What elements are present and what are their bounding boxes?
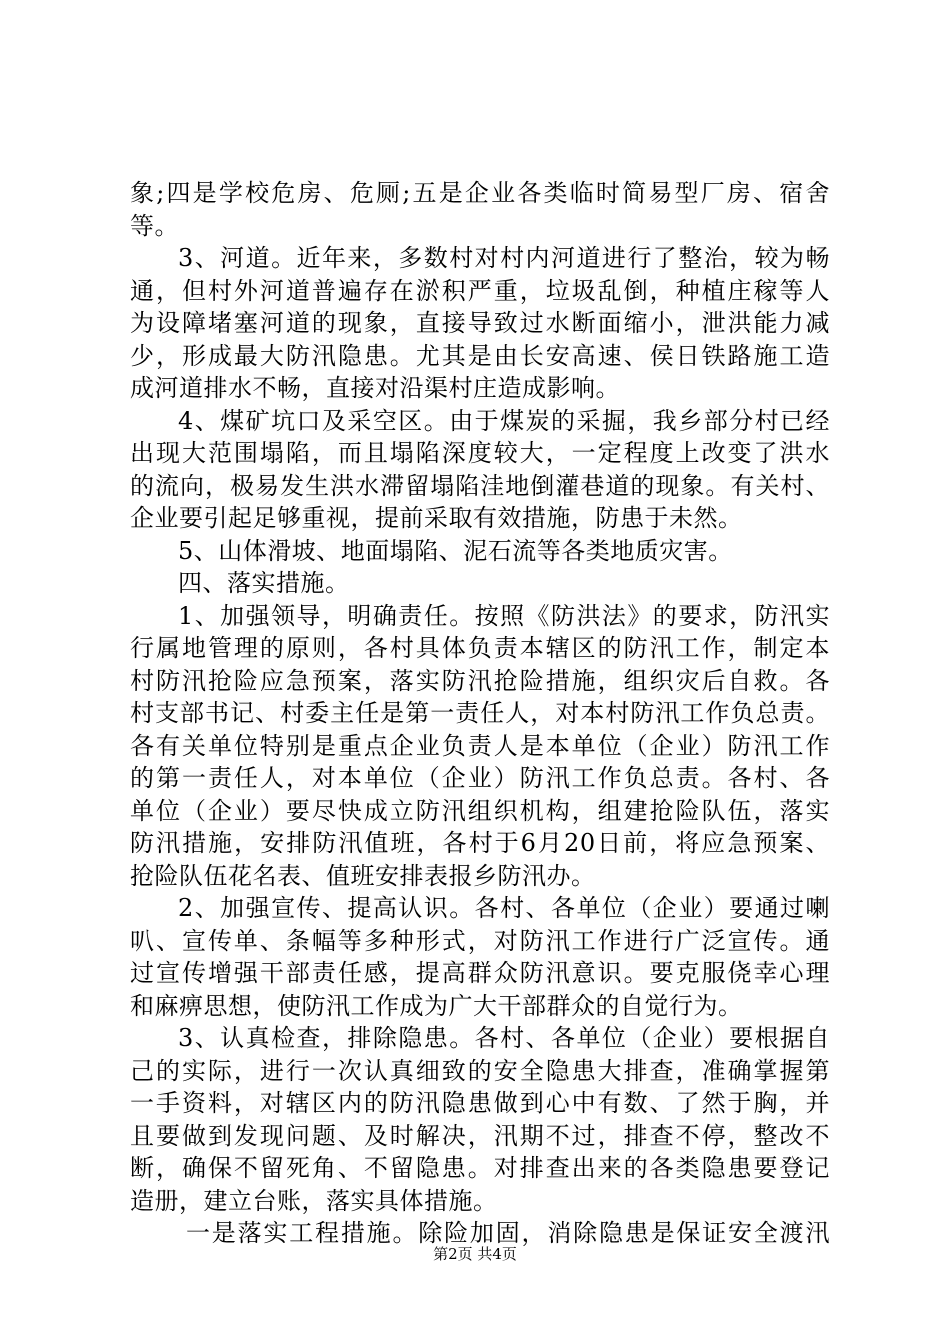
- text-line: 的第一责任人，对本单位（企业）防汛工作负总责。各村、各: [130, 764, 830, 792]
- paragraph-start-line: 3、河道。近年来，多数村对村内河道进行了整治，较为畅: [178, 244, 830, 272]
- text-line: 行属地管理的原则，各村具体负责本辖区的防汛工作，制定本: [130, 634, 830, 662]
- text-line: 防汛措施，安排防汛值班，各村于6月20日前，将应急预案、: [130, 829, 830, 857]
- text-line: 叭、宣传单、条幅等多种形式，对防汛工作进行广泛宣传。通: [130, 926, 830, 955]
- paragraph-start-line: 5、山体滑坡、地面塌陷、泥石流等各类地质灾害。: [178, 536, 733, 565]
- text-line: 造册，建立台账，落实具体措施。: [130, 1186, 498, 1215]
- text-line: 出现大范围塌陷，而且塌陷深度较大，一定程度上改变了洪水: [130, 439, 830, 467]
- paragraph-start-line: 3、认真检查，排除隐患。各村、各单位（企业）要根据自: [178, 1024, 830, 1052]
- text-line: 各有关单位特别是重点企业负责人是本单位（企业）防汛工作: [130, 731, 830, 760]
- text-line: 少，形成最大防汛隐患。尤其是由长安高速、侯日铁路施工造: [130, 341, 830, 370]
- page-footer: 第2页 共4页: [433, 1245, 517, 1263]
- document-body: [130, 177, 830, 1250]
- text-line: 且要做到发现问题、及时解决，汛期不过，排查不停，整改不: [130, 1121, 830, 1150]
- text-line: 企业要引起足够重视，提前采取有效措施，防患于未然。: [130, 504, 743, 532]
- text-line: 村防汛抢险应急预案，落实防汛抢险措施，组织灾后自救。各: [130, 666, 830, 695]
- text-line: 等。: [130, 211, 179, 240]
- text-line: 成河道排水不畅，直接对沿渠村庄造成影响。: [130, 374, 620, 402]
- paragraph-start-line: 4、煤矿坑口及采空区。由于煤炭的采掘，我乡部分村已经: [178, 406, 830, 435]
- text-line: 为设障堵塞河道的现象，直接导致过水断面缩小，泄洪能力减: [130, 309, 830, 337]
- paragraph-start-line: 一是落实工程措施。除险加固，消除隐患是保证安全渡汛: [186, 1219, 830, 1247]
- text-line: 断，确保不留死角、不留隐患。对排查出来的各类隐患要登记: [130, 1154, 830, 1182]
- text-line: 和麻痹思想，使防汛工作成为广大干部群众的自觉行为。: [130, 991, 743, 1020]
- text-line: 过宣传增强干部责任感，提高群众防汛意识。要克服侥幸心理: [130, 959, 830, 987]
- text-line: 通，但村外河道普遍存在淤积严重，垃圾乱倒，种植庄稼等人: [130, 276, 830, 305]
- text-line: 己的实际，进行一次认真细致的安全隐患大排查，准确掌握第: [130, 1056, 830, 1085]
- text-line: 一手资料，对辖区内的防汛隐患做到心中有数、了然于胸，并: [130, 1089, 830, 1117]
- paragraph-start-line: 2、加强宣传、提高认识。各村、各单位（企业）要通过喇: [178, 894, 830, 922]
- text-line: 象;四是学校危房、危厕;五是企业各类临时简易型厂房、宿舍: [130, 179, 830, 207]
- text-line: 村支部书记、村委主任是第一责任人，对本村防汛工作负总责。: [130, 699, 830, 727]
- text-line: 单位（企业）要尽快成立防汛组织机构，组建抢险队伍，落实: [130, 796, 830, 825]
- text-line: 的流向，极易发生洪水滞留塌陷洼地倒灌巷道的现象。有关村、: [130, 471, 830, 500]
- section-heading: 四、落实措施。: [178, 569, 350, 597]
- paragraph-start-line: 1、加强领导，明确责任。按照《防洪法》的要求，防汛实: [178, 601, 830, 630]
- text-line: 抢险队伍花名表、值班安排表报乡防汛办。: [130, 861, 596, 890]
